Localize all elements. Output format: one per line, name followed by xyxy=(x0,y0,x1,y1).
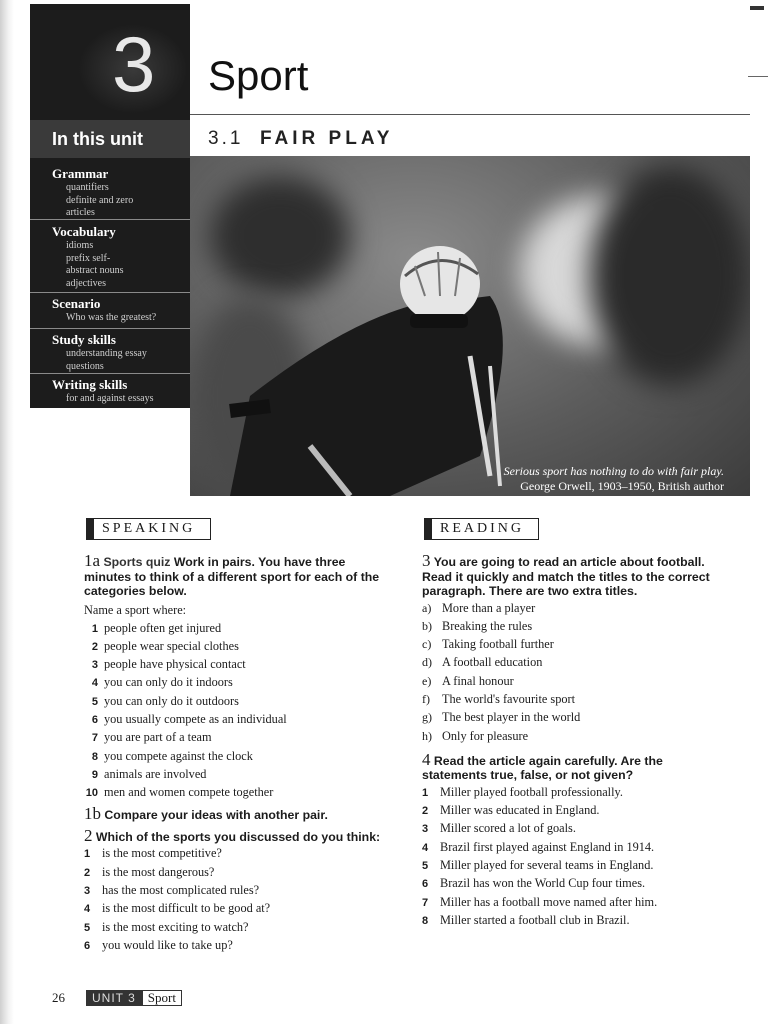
statement: 4 Brazil first played against England in 1914. xyxy=(422,839,655,854)
list-item: 9 animals are involved xyxy=(91,766,207,781)
question-text: Work in pairs. You have three minutes to think of a different sport for each of the categories below. xyxy=(84,555,380,598)
caption-quote: Serious sport has nothing to do with fair play. xyxy=(503,464,724,478)
question-text: Compare your ideas with another pair. xyxy=(104,808,328,823)
question-text: You are going to read an article about football. Read it quickly and match the titles to the correct paragraph. There are two extra titles. xyxy=(422,555,710,598)
section-item: adjectives xyxy=(66,277,106,289)
list-item: 6 you would like to take up? xyxy=(84,937,233,952)
statement: 1 Miller played football professionally. xyxy=(422,784,623,799)
section-item: understanding essay xyxy=(66,348,147,359)
vocabulary-section xyxy=(52,224,190,290)
cyclist-photo xyxy=(190,156,750,496)
quiz-title: Sports quiz xyxy=(103,555,171,569)
title-option: g) The best player in the world xyxy=(422,710,581,725)
list-item: 2 people wear special clothes xyxy=(91,638,239,653)
title-option: a) More than a player xyxy=(422,600,536,615)
list-item: 1 people often get injured xyxy=(91,620,222,635)
statement: 2 Miller was educated in England. xyxy=(422,803,600,818)
lesson-title xyxy=(208,128,393,150)
list-item: 3 has the most complicated rules? xyxy=(84,883,260,898)
cyclist-figure xyxy=(190,156,750,496)
question-number: 4 xyxy=(422,749,431,769)
section-item: abstract nouns xyxy=(66,265,124,276)
question-4 xyxy=(422,749,722,783)
study-skills-section xyxy=(52,332,190,373)
title-option: h) Only for pleasure xyxy=(422,728,529,743)
speaking-header: SPEAKING xyxy=(86,518,211,540)
page-edge-marks xyxy=(748,0,768,1024)
divider xyxy=(30,292,190,293)
section-item: questions xyxy=(66,360,104,372)
title-option: e) A final honour xyxy=(422,673,514,688)
section-heading: Grammar xyxy=(52,166,109,181)
list-item: 2 is the most dangerous? xyxy=(84,864,215,879)
page-number: 26 xyxy=(52,990,65,1005)
title-option: f) The world's favourite sport xyxy=(422,691,576,706)
question-number: 1a xyxy=(84,551,101,570)
section-item: idioms xyxy=(66,240,94,251)
divider xyxy=(30,219,190,220)
list-item: 5 is the most exciting to watch? xyxy=(84,919,249,934)
in-this-unit-banner xyxy=(30,120,190,158)
name-prompt: Name a sport where: xyxy=(84,602,187,617)
list-item: 8 you compete against the clock xyxy=(91,748,253,763)
speaking-column xyxy=(84,551,394,954)
unit-title: Sport xyxy=(208,52,309,99)
caption-author: George Orwell, 1903–1950, British author xyxy=(520,479,724,493)
grammar-section xyxy=(52,166,190,220)
statement: 7 Miller has a football move named after him. xyxy=(422,894,658,909)
question-3 xyxy=(422,551,722,599)
section-heading: Scenario xyxy=(52,296,101,311)
section-heading: Study skills xyxy=(52,332,116,347)
title-rule xyxy=(190,114,750,115)
question-1b xyxy=(84,804,394,824)
question-2 xyxy=(84,825,394,845)
in-this-unit-label: In this unit xyxy=(52,129,143,149)
scenario-section xyxy=(52,296,190,325)
section-item: articles xyxy=(66,207,95,218)
question-1a xyxy=(84,551,394,599)
title-option: d) A football education xyxy=(422,655,543,670)
lesson-name: FAIR PLAY xyxy=(259,128,394,149)
title-option: c) Taking football further xyxy=(422,637,554,652)
unit-sidebar xyxy=(30,4,190,408)
statement: 6 Brazil has won the World Cup four times. xyxy=(422,876,646,891)
section-item: Who was the greatest? xyxy=(66,312,157,323)
question-number: 1b xyxy=(84,804,101,824)
question-text: Which of the sports you discussed do you think: xyxy=(95,829,381,844)
list-item: 1 is the most competitive? xyxy=(84,846,222,861)
section-item: for and against essays xyxy=(66,393,154,404)
footer-unit-tab xyxy=(86,990,182,1006)
statement: 3 Miller scored a lot of goals. xyxy=(422,821,576,836)
section-item: quantifiers xyxy=(66,182,109,193)
footer-unit-name: Sport xyxy=(142,990,182,1006)
divider xyxy=(30,328,190,329)
reading-header: READING xyxy=(424,518,539,540)
list-item: 6 you usually compete as an individual xyxy=(91,711,287,726)
unit-number: 3 xyxy=(112,20,156,108)
list-item: 10 men and women compete together xyxy=(85,785,274,800)
question-number: 3 xyxy=(422,551,431,570)
footer-unit-label: UNIT 3 xyxy=(86,990,142,1006)
section-item: definite and zero xyxy=(66,194,134,206)
question-number: 2 xyxy=(84,825,93,845)
list-item: 7 you are part of a team xyxy=(91,730,212,745)
statement: 8 Miller started a football club in Brazil. xyxy=(422,912,630,927)
divider xyxy=(30,373,190,374)
reading-column xyxy=(422,551,722,929)
book-spine-shadow xyxy=(0,0,14,1024)
question-text: Read the article again carefully. Are the statements true, false, or not given? xyxy=(422,753,663,783)
photo-caption xyxy=(504,464,724,494)
list-item: 5 you can only do it outdoors xyxy=(91,693,239,708)
list-item: 4 is the most difficult to be good at? xyxy=(84,901,271,916)
title-option: b) Breaking the rules xyxy=(422,618,533,633)
list-item: 4 you can only do it indoors xyxy=(91,675,233,690)
writing-skills-section xyxy=(52,377,190,406)
statement: 5 Miller played for several teams in England. xyxy=(422,858,654,873)
section-item: prefix self- xyxy=(66,252,111,264)
section-heading: Vocabulary xyxy=(52,224,116,239)
list-item: 3 people have physical contact xyxy=(91,657,246,672)
section-heading: Writing skills xyxy=(52,377,128,392)
lesson-number: 3.1 xyxy=(208,128,244,149)
